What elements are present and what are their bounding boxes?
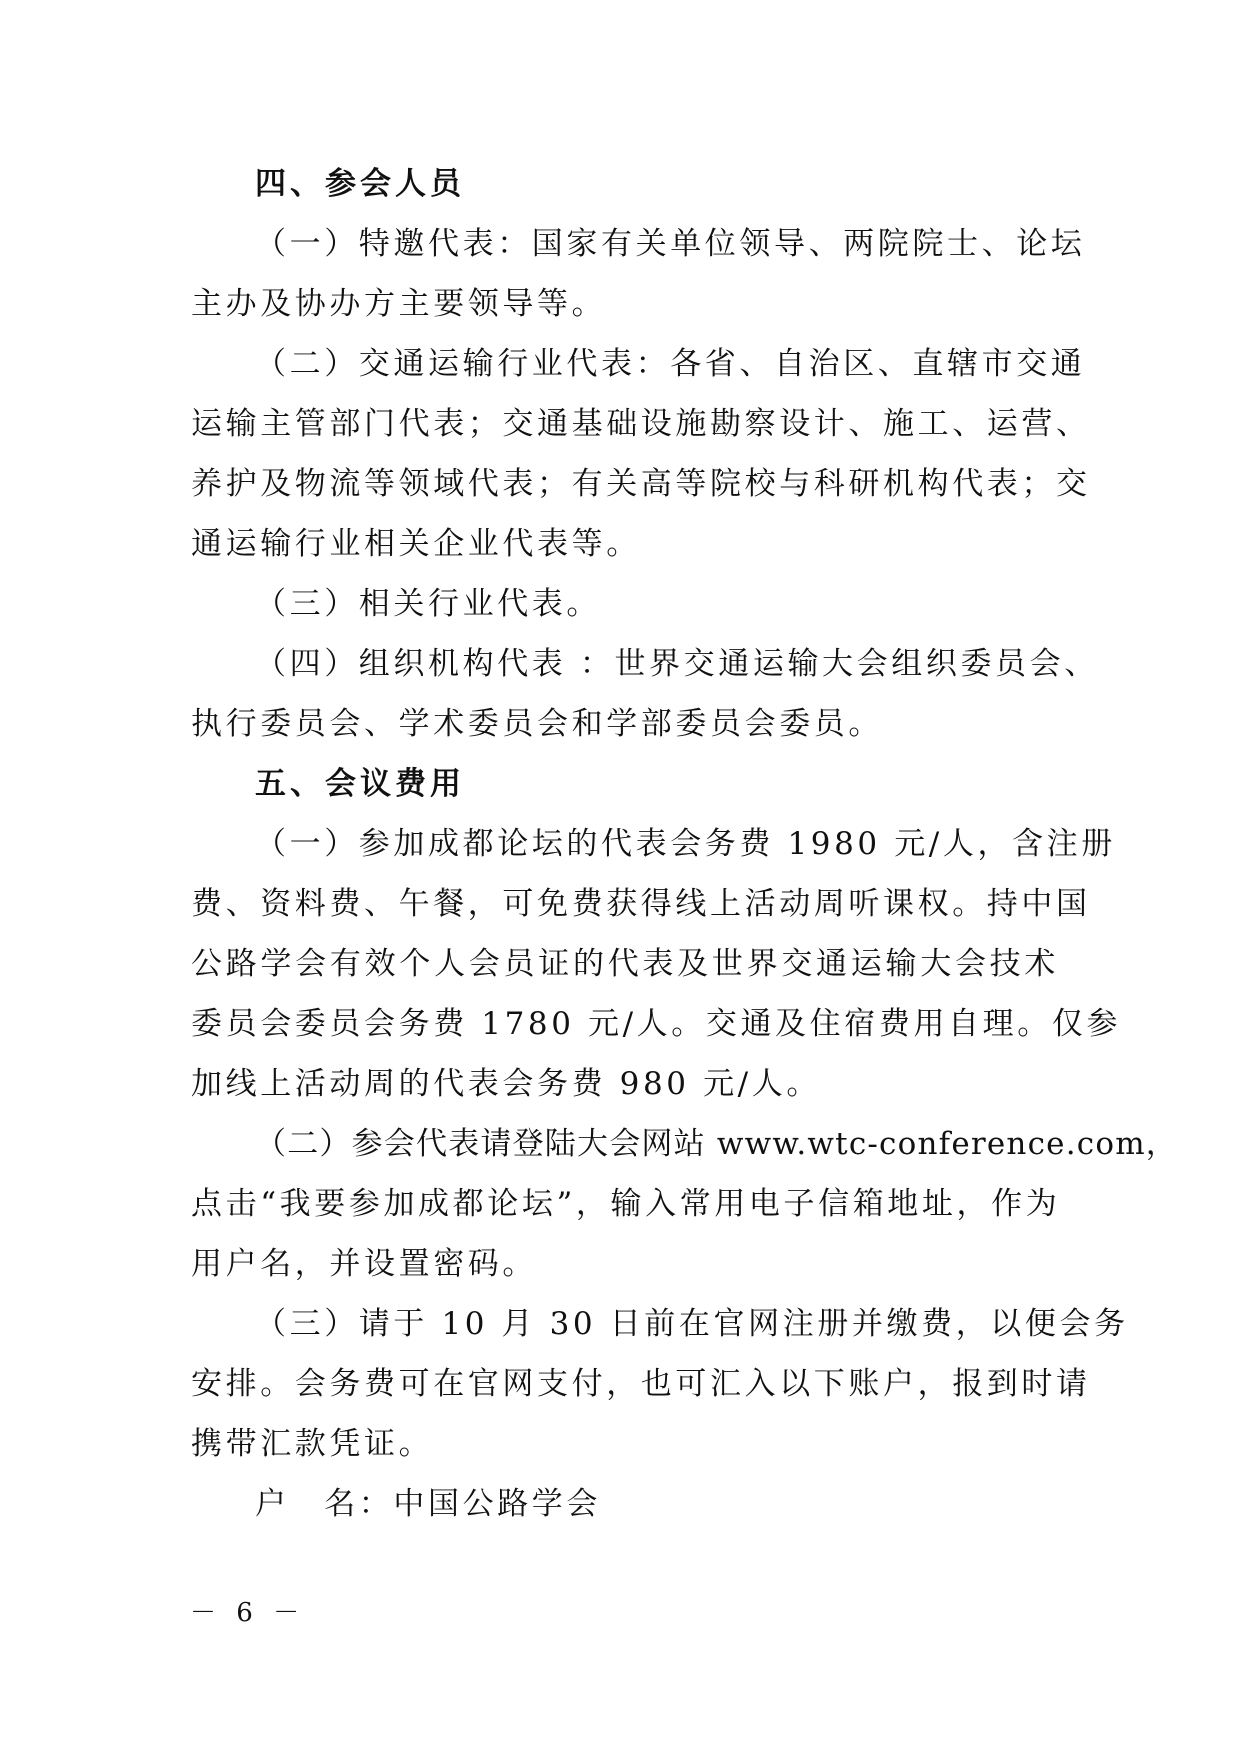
text-line: 费、资料费、午餐，可免费获得线上活动周听课权。持中国 [191,886,1091,922]
text-line: 通运输行业相关企业代表等。 [191,526,641,562]
text-line: （四）组织机构代表 ：世界交通运输大会组织委员会、 [255,646,1099,682]
text-line: （二）交通运输行业代表：各省、自治区、直辖市交通 [255,346,1086,382]
text-line: 主办及协办方主要领导等。 [191,286,607,322]
text-line: 用户名，并设置密码。 [191,1246,537,1282]
paragraph-fee-amounts [191,814,1122,1114]
paragraph-organizers [191,634,1099,754]
document-body [191,154,1178,1534]
paragraph-related-industry: （三）相关行业代表。 [255,586,601,622]
text-line: 养护及物流等领域代表；有关高等院校与科研机构代表；交 [191,466,1091,502]
paragraph-registration-website [191,1114,1178,1294]
text-line: （一）特邀代表：国家有关单位领导、两院院士、论坛 [255,226,1086,262]
text-line: （三）请于 10 月 30 日前在官网注册并缴费，以便会务 [255,1306,1129,1342]
text-line: 点击“我要参加成都论坛”，输入常用电子信箱地址，作为 [191,1186,1061,1222]
section-heading-attendees: 四、参会人员 [255,166,465,202]
paragraph-payment-deadline [191,1294,1129,1474]
text-line: （二）参会代表请登陆大会网站 www.wtc-conference.com， [255,1126,1178,1162]
text-line: 执行委员会、学术委员会和学部委员会委员。 [191,706,883,742]
text-line: 携带汇款凭证。 [191,1426,434,1462]
page-number: － 6 － [190,1598,306,1628]
paragraph-special-guests [191,214,1086,334]
text-line: 委员会委员会务费 1780 元/人。交通及住宿费用自理。仅参 [191,1006,1122,1042]
text-line: 安排。会务费可在官网支付，也可汇入以下账户，报到时请 [191,1366,1091,1402]
paragraph-transport-representatives [191,334,1091,574]
text-line: 公路学会有效个人会员证的代表及世界交通运输大会技术 [191,946,1059,982]
text-line: 运输主管部门代表；交通基础设施勘察设计、施工、运营、 [191,406,1091,442]
text-line: 加线上活动周的代表会务费 980 元/人。 [191,1066,821,1102]
account-name-line: 户 名：中国公路学会 [255,1486,601,1522]
section-heading-fees: 五、会议费用 [255,766,465,802]
text-line: （一）参加成都论坛的代表会务费 1980 元/人，含注册 [255,826,1116,862]
